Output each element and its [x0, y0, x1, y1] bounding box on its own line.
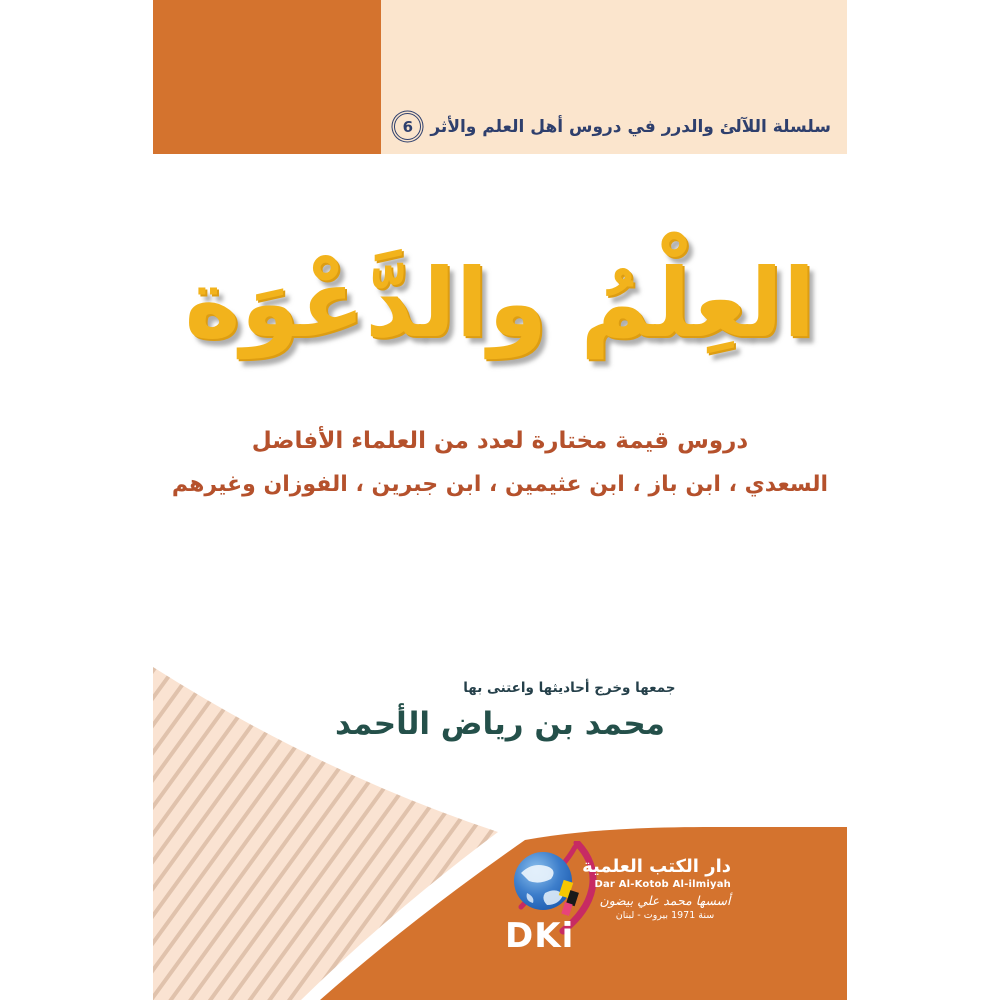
publisher-year-line: سنة 1971 بيروت - لبنان: [615, 909, 715, 921]
series-band: [381, 0, 847, 154]
publisher-block: [582, 856, 731, 922]
subtitle-line-1: دروس قيمة مختارة لعدد من العلماء الأفاضل: [251, 428, 749, 454]
author-tagline: جمعها وخرج أحاديثها واعتنى بها: [463, 680, 676, 696]
globe-icon: [514, 852, 572, 910]
author-name: محمد بن رياض الأحمد: [335, 706, 665, 742]
book-title: العِلْمُ والدَّعْوَة: [184, 249, 816, 359]
series-line: [394, 113, 831, 140]
bottom-decoration: [153, 640, 847, 1000]
dki-letters: DKi: [505, 916, 575, 953]
publisher-name-latin: Dar Al-Kotob Al-ilmiyah: [594, 878, 731, 890]
book-cover: [153, 0, 847, 1000]
subtitle-line-2: السعدي ، ابن باز ، ابن عثيمين ، ابن جبرين ، الفوزان وغيرهم: [171, 472, 829, 497]
series-title: سلسلة اللآلئ والدرر في دروس أهل العلم والأثر: [430, 116, 831, 137]
publisher-founder-signature: أسسها محمد علي بيضون: [599, 893, 731, 908]
bottom-section: [153, 640, 847, 1000]
top-orange-block: [153, 0, 381, 154]
series-number-badge: 6: [394, 113, 421, 140]
publisher-name-arabic: دار الكتب العلمية: [582, 856, 731, 877]
